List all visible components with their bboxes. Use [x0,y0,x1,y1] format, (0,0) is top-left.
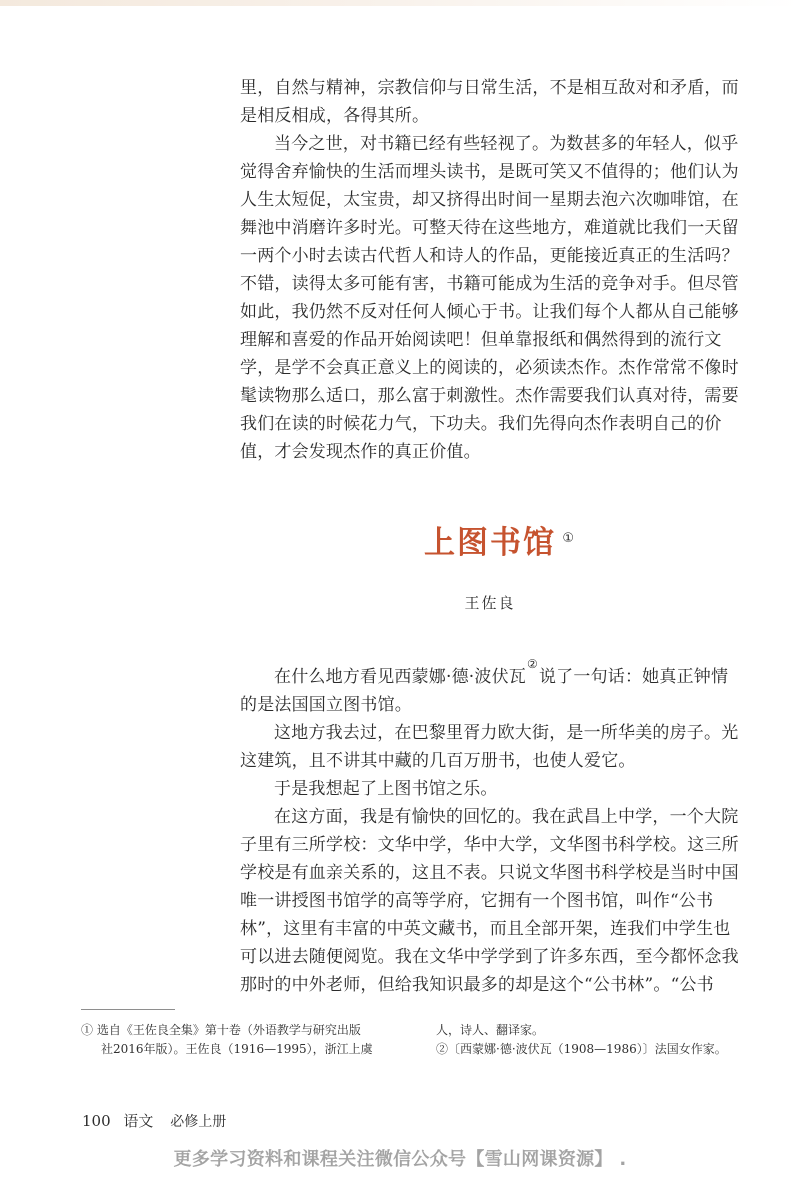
article-paragraph-1-footnote-mark: ② [527,657,538,672]
watermark [0,1148,800,1172]
article-body [240,657,740,999]
previous-article-paragraph-1: 里，自然与精神，宗教信仰与日常生活，不是相互敌对和矛盾，而是相反相成，各得其所。 [240,78,739,126]
footnotes-right-column [436,1021,749,1059]
page-footer [82,1112,226,1131]
article-paragraph-4: 在这方面，我是有愉快的回忆的。我在武昌上中学，一个大院子里有三所学校：文华中学，华中大学，文华图书科学校。这三所学校是有血亲关系的，这且不表。只说文华图书科学校是当时中国唯一讲授图书馆学的高等学府，它拥有一个图书馆，叫作“公书林”，这里有丰富的中英文藏书，而且全部开架，连我们中学生也可以进去随便阅览。我在文华中学学到了许多东西，至今都怀念我那时的中外老师，但给我知识最多的却是这个“公书林”。“公书 [240,807,739,995]
article-author: 王佐良 [464,594,516,612]
watermark-text: 更多学习资料和课程关注微信公众号【雪山网课资源】 [173,1149,613,1170]
footnote-2: ②〔西蒙娜·德·波伏瓦（1908—1986）〕法国女作家。 [436,1042,727,1056]
footnote-1-line-2: 社2016年版）。王佐良（1916—1995），浙江上虞 [101,1042,373,1056]
top-edge-strip [0,0,800,6]
article-paragraph-1-after-mark: 说了一句话：她真正钟情的是法国国立图书馆。 [240,667,729,715]
article-paragraph-2: 这地方我去过，在巴黎里胥力欧大街，是一所华美的房子。光这建筑，且不讲其中藏的几百万册书，也使人爱它。 [240,723,739,771]
footnotes-left-column [81,1021,393,1059]
footnotes [81,1021,749,1075]
article-title-text: 上图书馆 [424,525,556,561]
page-number: 100 [82,1112,111,1130]
previous-article-text [240,74,740,466]
previous-article-paragraph-2: 当今之世，对书籍已经有些轻视了。为数甚多的年轻人，似乎觉得舍弃愉快的生活而埋头读书，是既可笑又不值得的；他们认为人生太短促，太宝贵，却又挤得出时间一星期去泡六次咖啡馆，在舞池中消磨许多时光。可整天待在这些地方，难道就比我们一天留一两个小时去读古代哲人和诗人的作品，更能接近真正的生活吗？不错，读得太多可能有害，书籍可能成为生活的竞争对手。但尽管如此，我仍然不反对任何人倾心于书。让我们每个人都从自己能够理解和喜爱的作品开始阅读吧！但单靠报纸和偶然得到的流行文学，是学不会真正意义上的阅读的，必须读杰作。杰作常常不像时髦读物那么适口，那么富于刺激性。杰作需要我们认真对待，需要我们在读的时候花力气，下功夫。我们先得向杰作表明自己的价值，才会发现杰作的真正价值。 [240,134,739,462]
book-volume: 必修上册 [170,1114,227,1130]
footnote-divider [81,1009,175,1010]
footnote-1-line-1: ① 选自《王佐良全集》第十卷（外语教学与研究出版 [81,1023,361,1037]
book-title: 语文 [123,1112,154,1130]
footnote-1-line-3: 人，诗人、翻译家。 [436,1023,545,1037]
article-title-wrap [240,523,740,563]
article-paragraph-3: 于是我想起了上图书馆之乐。 [274,779,498,799]
article-paragraph-1-before-mark: 在什么地方看见西蒙娜·德·波伏瓦 [274,667,527,687]
article-paragraph-1 [240,657,740,719]
article-title [424,523,576,563]
article-title-footnote-mark: ① [562,531,576,546]
watermark-trailing-mark: . [619,1149,627,1170]
